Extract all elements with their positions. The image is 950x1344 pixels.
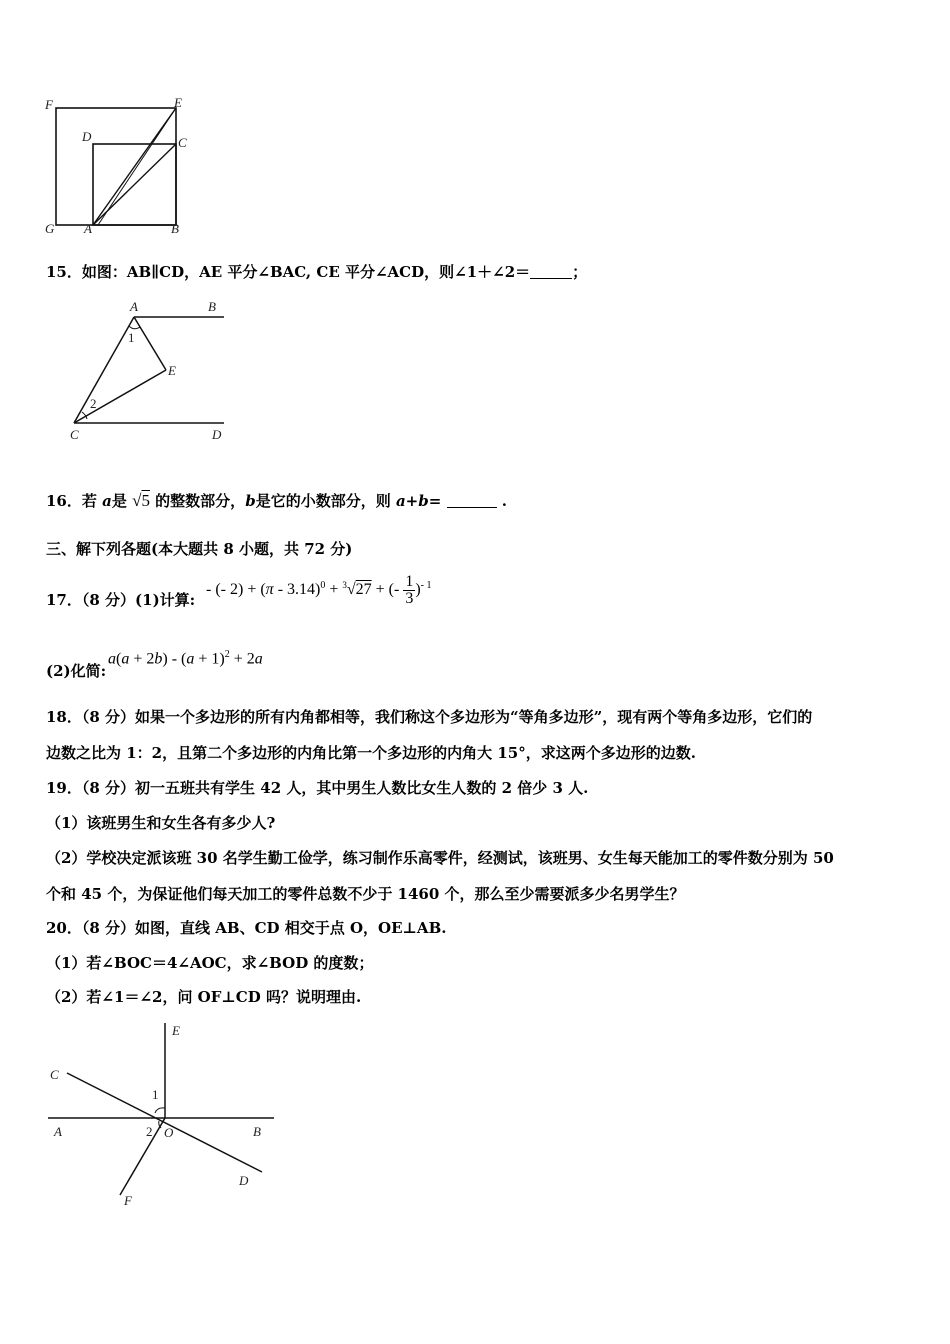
q16-var-b: b	[245, 492, 256, 510]
label-D: D	[212, 427, 222, 442]
label-F: F	[124, 1193, 132, 1208]
label-angle-2: 2	[146, 1124, 153, 1139]
question-19-line2: （1）该班男生和女生各有多少人?	[46, 814, 276, 832]
outer-square	[56, 108, 176, 225]
line-AE-2	[98, 108, 176, 225]
label-G: G	[45, 221, 55, 236]
line-AE	[134, 317, 166, 370]
label-A: A	[130, 299, 138, 314]
question-15-text: 15．如图：AB∥CD，AE 平分∠BAC, CE 平分∠ACD，则∠1＋∠2＝	[46, 263, 531, 281]
label-angle-2: 2	[90, 396, 97, 411]
question-19-line4: 个和 45 个，为保证他们每天加工的零件总数不少于 1460 个，那么至少需要派多少名男学生？	[46, 885, 685, 903]
line-CE	[74, 370, 166, 423]
q17-expression-1: - (- 2) + (π - 3.14)$^0$ + $^3$√27 + (- $\frac{1}{3}$ )$^{- 1}$	[206, 573, 432, 607]
angle-arc-1	[155, 1108, 165, 1113]
label-E: E	[172, 1023, 180, 1038]
label-E: E	[168, 363, 176, 378]
question-17-part2-label: (2)化简:	[46, 662, 107, 680]
figure-20-intersecting-lines	[40, 1015, 290, 1215]
label-O: O	[164, 1125, 174, 1140]
label-C: C	[50, 1067, 59, 1082]
section-3-title: 三、解下列各题(本大题共 8 小题，共 72 分)	[46, 540, 353, 558]
question-18-line1: 18．（8 分）如果一个多边形的所有内角都相等，我们称这个多边形为“等角多边形”，现有两个等角多边形，它们的	[46, 708, 813, 726]
label-D: D	[82, 129, 92, 144]
q16-prefix: 16．若	[46, 492, 97, 510]
ray-OF	[120, 1118, 165, 1195]
label-A: A	[54, 1124, 62, 1139]
answer-blank-15	[530, 264, 572, 279]
question-20-line3: （2）若∠1＝∠2，问 OF⊥CD 吗？说明理由.	[46, 988, 362, 1006]
label-F: F	[45, 97, 53, 112]
label-C: C	[178, 135, 187, 150]
q17-expression-2: $a(a + 2b) - (a + 1)^2 + 2a$	[108, 649, 263, 668]
question-15	[46, 261, 587, 282]
question-16	[46, 490, 507, 511]
label-B: B	[208, 299, 216, 314]
label-angle-1: 1	[152, 1087, 159, 1102]
label-C: C	[70, 427, 79, 442]
question-18-line2: 边数之比为 1：2，且第二个多边形的内角比第一个多边形的内角大 15°，求这两个多边形的边数.	[46, 744, 696, 762]
label-E: E	[174, 95, 182, 110]
label-B: B	[171, 221, 179, 236]
line-AE	[93, 108, 176, 225]
q16-end: .	[501, 492, 507, 510]
question-20-line2: （1）若∠BOC＝4∠AOC，求∠BOD 的度数；	[46, 954, 374, 972]
label-B: B	[253, 1124, 261, 1139]
q16-mid2: 是它的小数部分，则	[255, 492, 391, 510]
angle-arc-1	[129, 326, 140, 329]
label-D: D	[239, 1173, 249, 1188]
q16-mid: 的整数部分，	[155, 492, 246, 510]
question-17-part1-label: 17．（8 分）(1)计算:	[46, 591, 196, 609]
figure-14-squares	[40, 95, 200, 240]
question-15-end: ；	[572, 263, 588, 281]
question-19-line1: 19．（8 分）初一五班共有学生 42 人，其中男生人数比女生人数的 2 倍少 3 人.	[46, 779, 589, 797]
sqrt-5: √5	[132, 491, 150, 510]
line-AC	[93, 144, 176, 225]
q16-is: 是	[111, 492, 127, 510]
label-angle-1: 1	[128, 330, 135, 345]
question-19-line3: （2）学校决定派该班 30 名学生勤工俭学，练习制作乐高零件，经测试，该班男、女生每天能加工的零件数分别为 50	[46, 849, 834, 867]
question-20-line1: 20．（8 分）如图，直线 AB、CD 相交于点 O，OE⊥AB.	[46, 919, 447, 937]
label-A: A	[84, 221, 92, 236]
q16-var-a: a	[102, 492, 112, 510]
answer-blank-16	[447, 493, 497, 508]
q16-expr: a+b=	[395, 492, 442, 510]
line-AC	[74, 317, 134, 423]
sqrt-radicand: 5	[141, 491, 150, 510]
figure-15-parallel-lines	[62, 295, 242, 445]
